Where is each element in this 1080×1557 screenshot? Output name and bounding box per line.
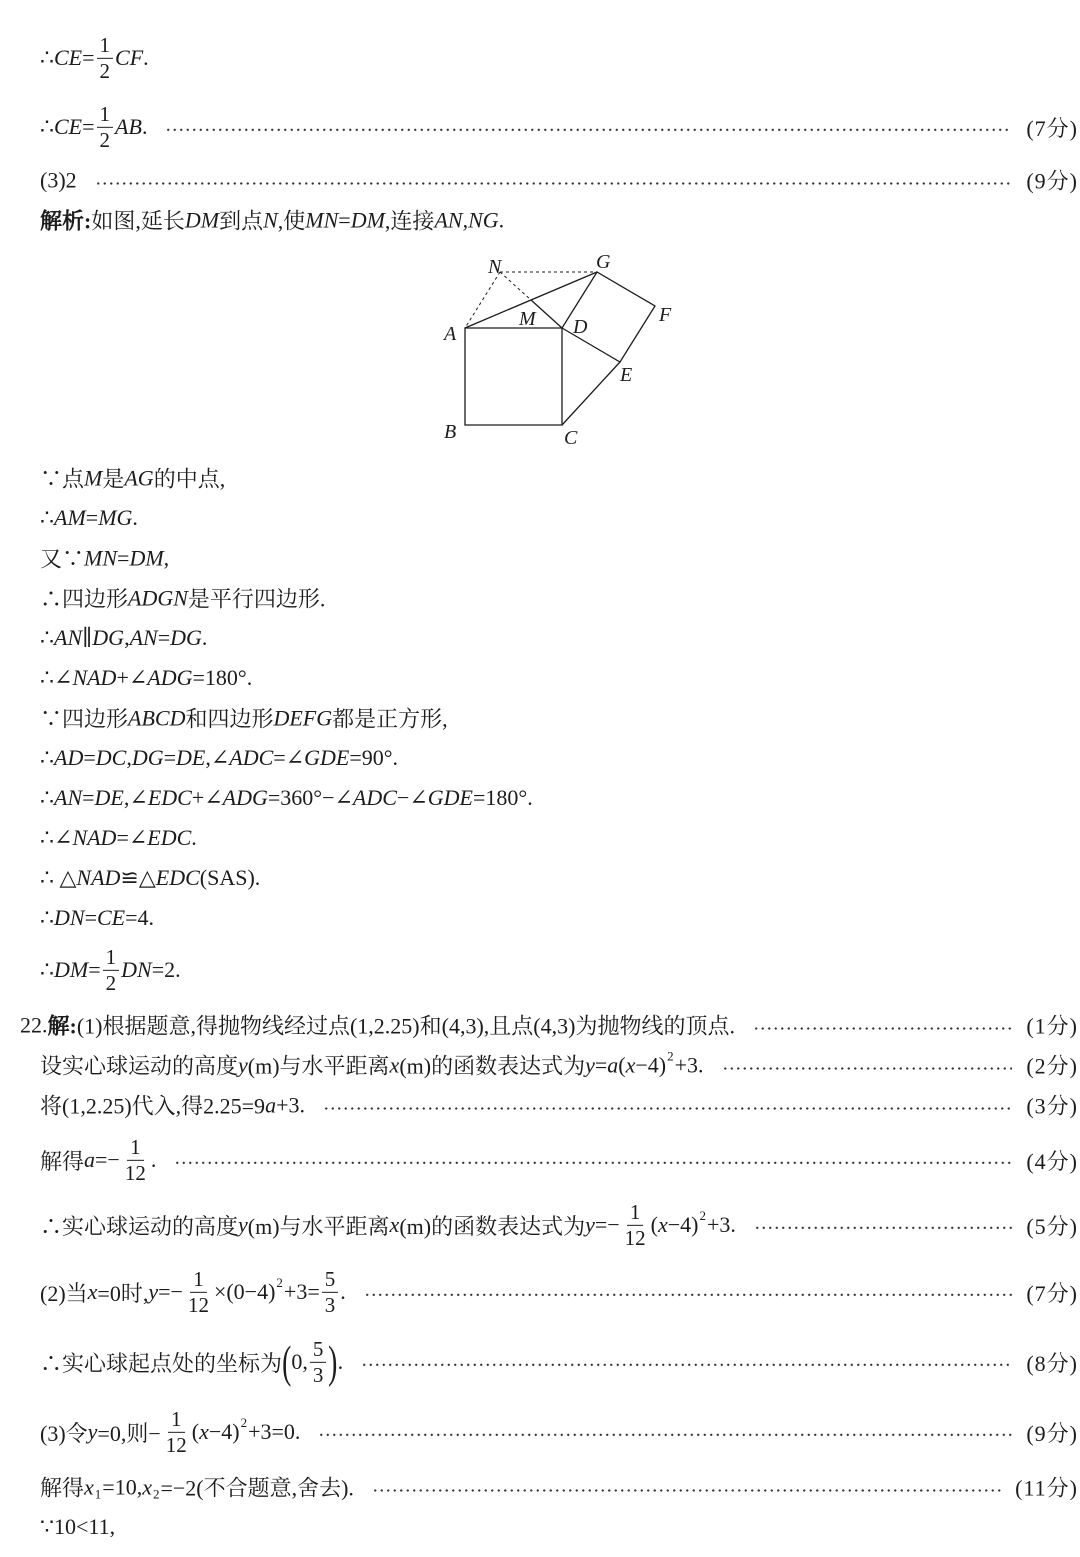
- text-run: ∴实心球起点处的坐标为: [40, 1350, 283, 1376]
- text-run: −4): [635, 1052, 667, 1077]
- fraction: [163, 1408, 190, 1456]
- text-run: =∠: [116, 825, 148, 850]
- math-variable: DN: [54, 905, 85, 930]
- text-run: =4.: [125, 905, 155, 930]
- bold-label: 解析:: [40, 208, 92, 234]
- text-run: =: [83, 745, 96, 770]
- score-mark: (4分): [1026, 1148, 1078, 1174]
- text-run: ,∠: [205, 745, 230, 770]
- text-run: (2)当: [40, 1280, 88, 1306]
- text-run: ,连接: [384, 208, 435, 234]
- dot-leader: [165, 127, 1012, 133]
- math-variable: x: [84, 1474, 94, 1499]
- text-run: =: [82, 114, 95, 139]
- text-run: ∴: [40, 785, 54, 810]
- math-variable: MG: [98, 505, 133, 530]
- solution-line: [40, 103, 1078, 151]
- text-run: (m)与水平距离: [247, 1213, 390, 1239]
- score-mark: (9分): [1026, 168, 1078, 194]
- text-run: −4): [208, 1419, 240, 1444]
- math-variable: y: [87, 1419, 98, 1444]
- text-run: ≌△: [120, 865, 156, 890]
- text-run: ∴: [40, 905, 54, 930]
- math-variable: ADC: [352, 785, 397, 810]
- point-label-c: C: [564, 427, 578, 449]
- solution-line: [40, 825, 1078, 851]
- math-variable: a: [265, 1092, 277, 1117]
- text-run: ×(0−4): [213, 1279, 276, 1304]
- solution-line: [40, 625, 1078, 651]
- math-variable: DM: [350, 207, 385, 232]
- text-run: ,: [462, 207, 469, 232]
- text-run: (3)2: [40, 167, 77, 192]
- math-variable: EDC: [155, 865, 200, 890]
- superscript: 2: [276, 1275, 283, 1290]
- text-run: (m)的函数表达式为: [399, 1213, 586, 1239]
- text-run: 和四边形: [185, 706, 274, 732]
- math-variable: x: [658, 1212, 668, 1237]
- text-run: =180°.: [192, 665, 253, 690]
- big-parenthesis: ): [328, 1336, 338, 1387]
- solution-line: [40, 905, 1078, 931]
- text-run: ,使: [277, 208, 306, 234]
- text-run: (: [618, 1052, 626, 1077]
- fraction: [622, 1201, 649, 1249]
- score-mark: (9分): [1026, 1420, 1078, 1446]
- math-variable: NAD: [72, 665, 117, 690]
- dot-leader: [753, 1025, 1012, 1031]
- score-mark: (11分): [1015, 1475, 1078, 1501]
- text-run: ∴实心球运动的高度: [40, 1213, 239, 1239]
- math-variable: DM: [54, 957, 89, 982]
- solution-line: [40, 543, 1078, 574]
- dot-leader: [323, 1105, 1012, 1111]
- text-run: ∴: [40, 114, 54, 139]
- solution-line: [40, 1338, 1078, 1386]
- solution-line: [40, 665, 1078, 691]
- math-variable: N: [263, 207, 278, 232]
- fraction-denominator: 2: [99, 58, 111, 83]
- point-label-f: F: [659, 304, 672, 326]
- text-run: =0时,: [97, 1280, 149, 1306]
- math-variable: GDE: [304, 745, 350, 770]
- fraction-numerator: 1: [97, 103, 114, 128]
- score-mark: (7分): [1026, 1280, 1078, 1306]
- superscript: 2: [699, 1208, 706, 1223]
- text-run: =: [163, 745, 177, 770]
- math-variable: DG: [170, 625, 202, 650]
- solution-line: [40, 1472, 1078, 1503]
- text-run: 解得: [40, 1148, 85, 1174]
- fraction-denominator: 12: [624, 1225, 646, 1250]
- fraction-numerator: 1: [97, 34, 114, 59]
- solution-line: [40, 946, 1078, 994]
- text-run: 22.: [20, 1012, 48, 1037]
- solution-line: [40, 1050, 1078, 1081]
- text-run: =180°.: [472, 785, 533, 810]
- math-variable: a: [607, 1052, 619, 1077]
- text-run: .: [132, 505, 138, 530]
- text-run: (3)令: [40, 1420, 88, 1446]
- point-label-a: A: [444, 323, 457, 345]
- fraction-numerator: 5: [310, 1338, 327, 1363]
- math-variable: x: [87, 1279, 98, 1304]
- text-run: .: [143, 45, 149, 70]
- solution-line: [20, 1010, 1078, 1041]
- fraction: [322, 1268, 339, 1316]
- math-variable: y: [238, 1212, 248, 1237]
- point-label-n: N: [488, 256, 502, 278]
- math-variable: DM: [184, 207, 220, 232]
- text-run: ,∠: [123, 785, 148, 810]
- fraction: [103, 946, 120, 994]
- dot-leader: [722, 1065, 1013, 1071]
- math-variable: ADG: [147, 665, 193, 690]
- math-variable: NAD: [76, 865, 121, 890]
- segment-ce: [562, 362, 620, 425]
- math-variable: EDC: [147, 825, 192, 850]
- segment-na: [465, 272, 500, 328]
- text-run: 设实心球运动的高度: [40, 1053, 239, 1079]
- math-variable: AN: [434, 207, 463, 232]
- text-run: (SAS).: [199, 865, 261, 890]
- math-variable: CE: [54, 45, 83, 70]
- math-variable: a: [84, 1147, 96, 1172]
- text-run: .: [337, 1349, 344, 1374]
- score-mark: (8分): [1026, 1350, 1078, 1376]
- superscript: 2: [667, 1048, 674, 1063]
- fraction-numerator: 1: [627, 1201, 644, 1226]
- text-run: 如图,延长: [91, 208, 185, 234]
- dot-leader: [318, 1432, 1012, 1438]
- solution-line: [40, 1090, 1078, 1121]
- math-variable: y: [148, 1279, 159, 1304]
- math-variable: AG: [124, 465, 154, 490]
- text-run: ∴ △: [40, 865, 77, 890]
- text-run: =−2(不合题意,舍去).: [160, 1475, 354, 1501]
- text-run: =: [84, 905, 97, 930]
- fraction: [310, 1338, 327, 1386]
- text-run: 到点: [219, 208, 264, 234]
- fraction: [122, 1136, 149, 1184]
- math-variable: CE: [54, 114, 83, 139]
- text-run: ∴四边形: [40, 586, 129, 612]
- text-run: +∠: [191, 785, 223, 810]
- subscript: 2: [152, 1486, 160, 1501]
- solution-line: [40, 165, 1078, 196]
- geometry-diagram: [430, 245, 690, 455]
- score-mark: (3分): [1026, 1093, 1078, 1119]
- fraction: [97, 34, 114, 82]
- text-run: ∴: [40, 957, 54, 982]
- text-run: +3.: [276, 1092, 305, 1117]
- text-run: ∥: [82, 625, 93, 650]
- segment-nm: [500, 272, 531, 300]
- math-variable: MN: [84, 545, 118, 570]
- solution-line: [40, 463, 1078, 494]
- math-variable: NG: [468, 207, 499, 232]
- text-run: ,: [124, 625, 130, 650]
- text-run: +∠: [116, 665, 148, 690]
- fraction-numerator: 1: [103, 946, 120, 971]
- math-variable: DEFG: [273, 705, 333, 730]
- fraction-denominator: 2: [99, 127, 111, 152]
- dot-leader: [372, 1487, 1001, 1493]
- text-run: .: [340, 1279, 346, 1304]
- text-run: ∴∠: [40, 665, 73, 690]
- text-run: =: [88, 957, 101, 982]
- text-run: =0,则−: [97, 1420, 161, 1446]
- fraction-denominator: 12: [165, 1432, 187, 1457]
- text-run: 0,: [291, 1349, 308, 1374]
- math-variable: DC: [95, 745, 127, 770]
- math-variable: AN: [54, 625, 83, 650]
- math-variable: MN: [305, 207, 339, 232]
- fraction-numerator: 1: [168, 1408, 185, 1433]
- text-run: ∵点: [40, 466, 85, 492]
- solution-line: [40, 583, 1078, 614]
- text-run: .: [191, 825, 197, 850]
- fraction-denominator: 3: [324, 1292, 336, 1317]
- math-variable: x: [389, 1052, 400, 1077]
- solution-line: [40, 1136, 1078, 1184]
- text-run: ∴: [40, 625, 54, 650]
- text-run: ,: [126, 745, 132, 770]
- superscript: 2: [240, 1415, 248, 1430]
- text-run: (m)与水平距离: [247, 1053, 390, 1079]
- subscript: 1: [94, 1486, 102, 1501]
- math-variable: ADC: [229, 745, 274, 770]
- point-label-d: D: [573, 316, 588, 338]
- score-mark: (1分): [1026, 1013, 1078, 1039]
- math-variable: x: [199, 1419, 209, 1444]
- text-run: =360°−∠: [267, 785, 353, 810]
- text-run: =−: [158, 1279, 183, 1304]
- text-run: 是平行四边形.: [187, 586, 326, 612]
- text-run: .: [150, 1147, 157, 1172]
- point-label-e: E: [620, 364, 633, 386]
- math-variable: CF: [115, 45, 144, 70]
- dot-leader: [361, 1362, 1012, 1368]
- text-run: (m)的函数表达式为: [399, 1053, 586, 1079]
- math-variable: x: [142, 1474, 152, 1499]
- fraction-numerator: 1: [190, 1268, 207, 1293]
- text-run: 是: [102, 466, 125, 492]
- text-run: =∠: [273, 745, 305, 770]
- text-run: ∵四边形: [40, 706, 129, 732]
- text-run: =: [85, 505, 99, 530]
- text-run: +3.: [674, 1052, 704, 1077]
- solution-line: [40, 1268, 1078, 1316]
- dot-leader: [364, 1292, 1013, 1298]
- math-variable: AN: [54, 785, 83, 810]
- point-label-b: B: [444, 421, 457, 443]
- text-run: =2.: [151, 957, 181, 982]
- square-abcd: [465, 328, 562, 425]
- text-run: +3.: [707, 1212, 736, 1237]
- solution-line: [40, 745, 1078, 771]
- solution-line: [40, 785, 1078, 811]
- text-run: =−: [594, 1212, 620, 1237]
- math-variable: AB: [115, 114, 142, 139]
- text-run: .: [201, 625, 208, 650]
- text-run: =−: [95, 1147, 120, 1172]
- big-parenthesis: (: [282, 1336, 292, 1387]
- math-variable: x: [625, 1052, 636, 1077]
- bold-label: 解:: [47, 1013, 77, 1039]
- math-variable: AM: [54, 505, 86, 530]
- solution-line: [40, 1408, 1078, 1456]
- fraction: [97, 103, 114, 151]
- text-run: ∵10<11,: [40, 1514, 116, 1539]
- text-run: (: [650, 1212, 658, 1237]
- solution-line: [40, 703, 1078, 734]
- text-run: ∴: [40, 505, 54, 530]
- text-run: 又∵: [40, 546, 85, 572]
- math-variable: GDE: [427, 785, 473, 810]
- math-variable: y: [585, 1052, 595, 1077]
- math-variable: ADG: [222, 785, 268, 810]
- solution-line: [40, 865, 1078, 891]
- math-variable: NAD: [72, 825, 117, 850]
- fraction-numerator: 5: [322, 1268, 339, 1293]
- text-run: −∠: [396, 785, 428, 810]
- text-run: ∴: [40, 745, 54, 770]
- math-variable: y: [238, 1052, 248, 1077]
- solution-line: [40, 1201, 1078, 1249]
- text-run: 将(1,2.25)代入,得2.25=9: [40, 1093, 266, 1119]
- math-variable: DG: [92, 625, 125, 650]
- text-run: ∴: [40, 45, 54, 70]
- fraction-numerator: 1: [127, 1136, 144, 1161]
- text-run: =: [157, 625, 171, 650]
- text-run: =: [594, 1052, 608, 1077]
- dot-leader: [174, 1160, 1012, 1166]
- text-run: (: [191, 1419, 200, 1444]
- text-run: =90°.: [349, 745, 399, 770]
- solution-line: [40, 205, 1078, 236]
- text-run: 解得: [40, 1475, 85, 1501]
- text-run: =: [82, 785, 95, 810]
- text-run: ,: [163, 545, 170, 570]
- score-mark: (5分): [1026, 1213, 1078, 1239]
- fraction-denominator: 12: [124, 1160, 146, 1185]
- fraction-denominator: 12: [187, 1292, 209, 1317]
- math-variable: ABCD: [128, 705, 186, 730]
- score-mark: (2分): [1026, 1053, 1078, 1079]
- solution-line: [40, 1514, 1078, 1540]
- text-run: =: [82, 45, 95, 70]
- text-run: .: [498, 207, 505, 232]
- math-variable: ADGN: [128, 585, 188, 610]
- text-run: +3=0.: [248, 1419, 301, 1444]
- math-variable: AD: [54, 745, 84, 770]
- text-run: −4): [667, 1212, 699, 1237]
- text-run: (1)根据题意,得抛物线经过点(1,2.25)和(4,3),且点(4,3)为抛物线的顶点.: [76, 1013, 735, 1039]
- math-variable: CE: [96, 905, 126, 930]
- text-run: ∴∠: [40, 825, 73, 850]
- text-run: =: [117, 545, 130, 570]
- math-variable: DN: [121, 957, 152, 982]
- math-variable: DE: [176, 745, 206, 770]
- text-run: =: [338, 207, 351, 232]
- math-variable: x: [389, 1212, 400, 1237]
- math-variable: DG: [131, 745, 164, 770]
- fraction-denominator: 2: [105, 970, 117, 995]
- text-run: 的中点,: [153, 466, 226, 492]
- text-run: 都是正方形,: [332, 706, 448, 732]
- text-run: .: [141, 114, 148, 139]
- dot-leader: [754, 1225, 1012, 1231]
- text-run: =10,: [102, 1474, 143, 1499]
- math-variable: DE: [94, 785, 124, 810]
- fraction-denominator: 3: [312, 1362, 324, 1387]
- solution-line: [40, 505, 1078, 531]
- math-variable: y: [585, 1212, 595, 1237]
- text-run: +3=: [283, 1279, 320, 1304]
- math-variable: AN: [129, 625, 158, 650]
- math-variable: EDC: [147, 785, 192, 810]
- score-mark: (7分): [1026, 115, 1078, 141]
- solution-line: [40, 34, 1078, 82]
- point-label-m: M: [519, 308, 536, 330]
- dot-leader: [95, 180, 1013, 186]
- point-label-g: G: [596, 251, 611, 273]
- fraction: [185, 1268, 212, 1316]
- math-variable: DM: [129, 545, 164, 570]
- math-variable: M: [84, 465, 103, 490]
